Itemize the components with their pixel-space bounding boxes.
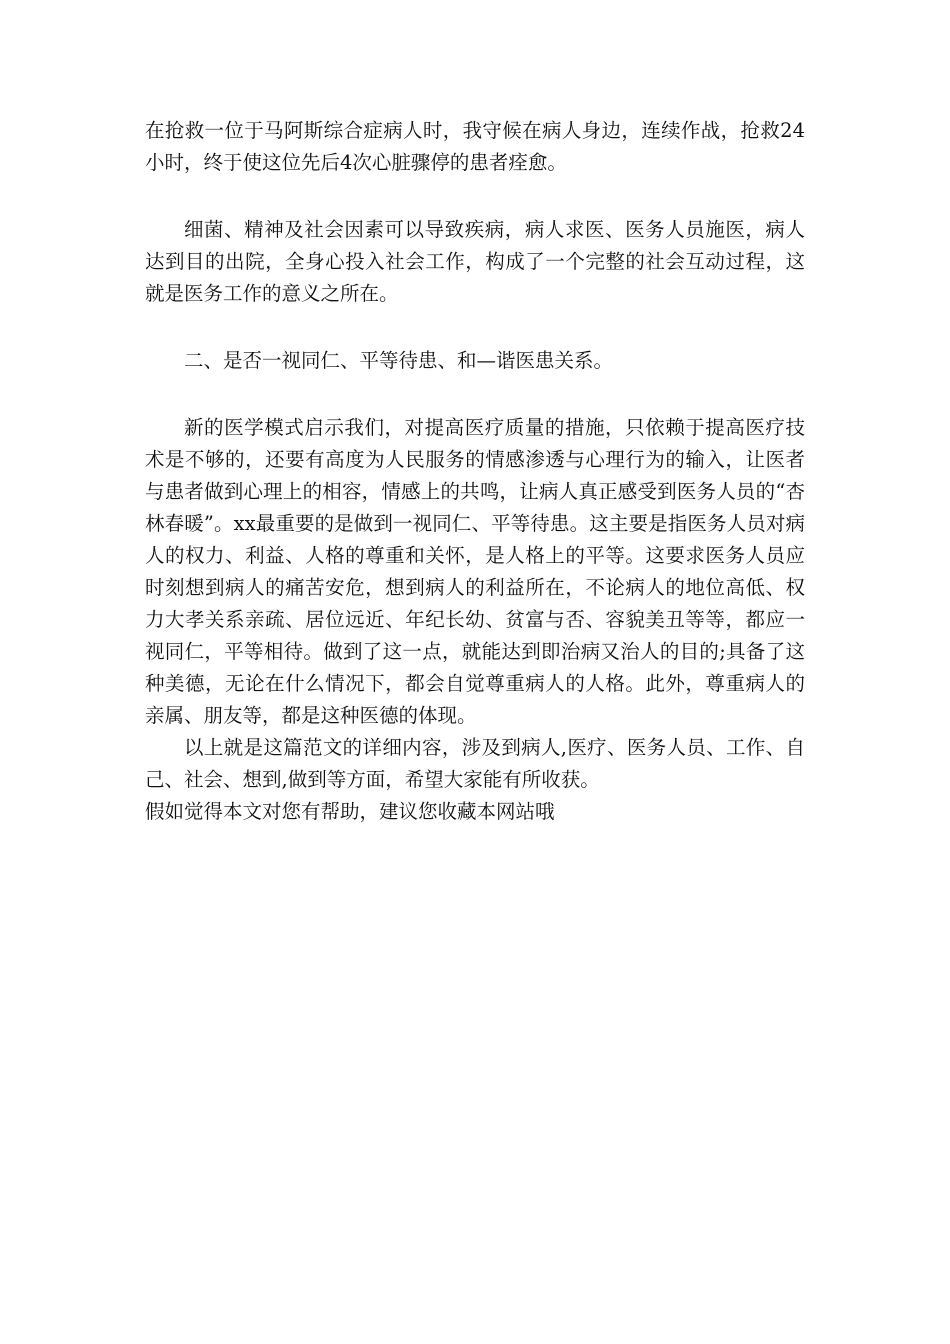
paragraph-social-interaction: 细菌、精神及社会因素可以导致疾病，病人求医、医务人员施医，病人达到目的出院，全身心投入社会工作，构成了一个完整的社会互动过程，这就是医务工作的意义之所在。: [145, 218, 805, 305]
paragraph-rescue-case: 在抢救一位于马阿斯综合症病人时，我守候在病人身边，连续作战，抢救24小时，终于使这位先后4次心脏骤停的患者痊愈。: [145, 119, 805, 174]
paragraph-summary: 以上就是这篇范文的详细内容，涉及到病人,医疗、医务人员、工作、自己、社会、想到,做到等方面，希望大家能有所收获。: [145, 736, 805, 791]
document-page: [145, 115, 805, 828]
paragraph-medical-model: 新的医学模式启示我们，对提高医疗质量的措施，只依赖于提高医疗技术是不够的，还要有高度为人民服务的情感渗透与心理行为的输入，让医者与患者做到心理上的相容，情感上的共鸣，让病人真正感受到医务人员的“杏林春暖”。xx最重要的是做到一视同仁、平等待患。这主要是指医务人员对病人的权力、利益、人格的尊重和关怀，是人格上的平等。这要求医务人员应时刻想到病人的痛苦安危，想到病人的利益所在，不论病人的地位高低、权力大孝关系亲疏、居位远近、年纪长幼、贫富与否、容貌美丑等等，都应一视同仁，平等相待。做到了这一点，就能达到即治病又治人的目的;具备了这种美德，无论在什么情况下，都会自觉尊重病人的人格。此外，尊重病人的亲属、朋友等，都是这种医德的体现。: [145, 416, 805, 727]
bookmark-note: 假如觉得本文对您有帮助，建议您收藏本网站哦: [145, 800, 555, 823]
section-heading-equal-treatment: 二、是否一视同仁、平等待患、和—谐医患关系。: [184, 349, 614, 372]
